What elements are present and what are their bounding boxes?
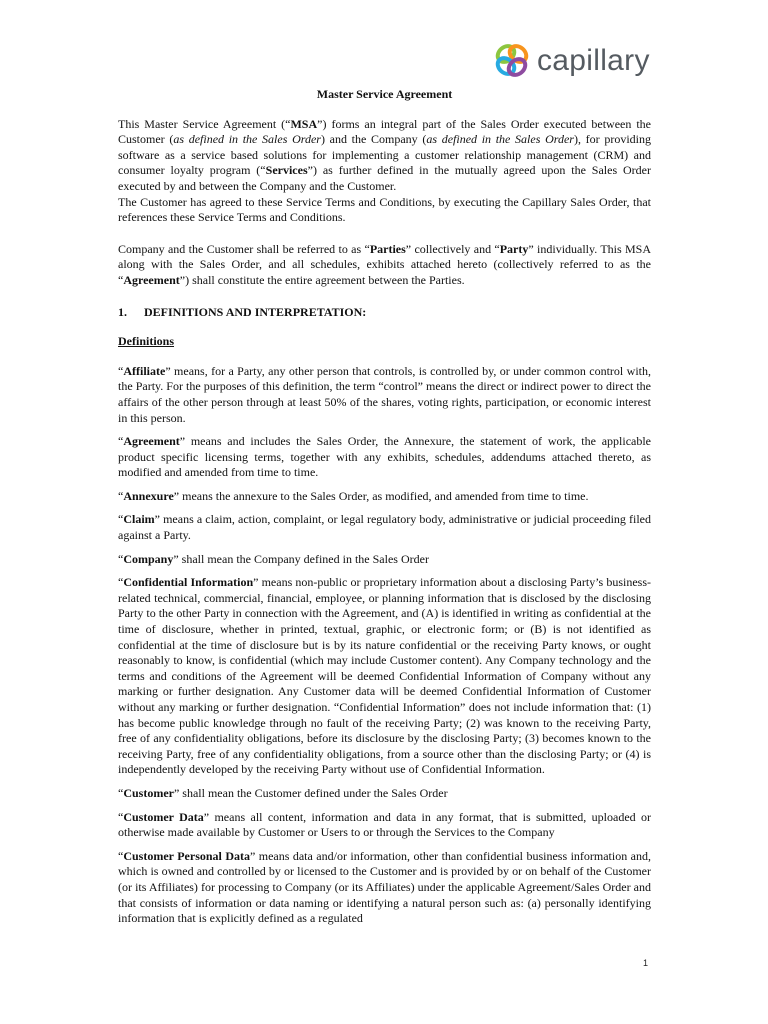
section-heading: 1. DEFINITIONS AND INTERPRETATION:	[118, 304, 367, 319]
definitions-heading: Definitions	[118, 334, 175, 349]
intro-paragraph-3: Company and the Customer shall be referred to as “Parties” collectively and “Party” individually. This MSA along with the Sales Order, and all schedules, exhibits attached hereto (collectively referred to as the “Agreement”) shall constitute the entire agreement between the Parties.	[118, 241, 652, 287]
definition-customer: “Customer” shall mean the Customer defined under the Sales Order	[118, 785, 448, 800]
definition-claim: “Claim” means a claim, action, complaint, or legal regulatory body, administrative or judicial proceeding filed against a Party.	[118, 512, 651, 543]
definition-customer-personal-data: “Customer Personal Data” means data and/or information, other than confidential business information and, which is owned and controlled by or licensed to the Customer and is provided by or on behalf of the Customer (or its Affiliates) for processing to Company (or its Affiliates) under the applicable Agreement/Sales Order and that consists of information or data naming or identifying a natural person such as: (a) personally identifying information that is explicitly defined as a regulated	[118, 848, 651, 926]
definition-customer-data: “Customer Data” means all content, information and data in any format, that is submitted, uploaded or otherwise made available by Customer or Users to or through the Services to the Company	[118, 809, 651, 840]
capillary-logo	[492, 41, 650, 81]
document-title: Master Service Agreement	[316, 87, 453, 101]
capillary-logo-text: capillary	[537, 44, 650, 77]
definition-confidential-information: “Confidential Information” means non-public or proprietary information about a disclosing Party’s business-related technical, commercial, financial, employee, or planning information that is disclosed by the disclosing Party to the other Party in connection with the Agreement, and (A) is identified in writing as confidential at the time of disclosure, whether in printed, textual, graphic, or electronic form; or (B) is not identified as confidential at the time of disclosure but is by its nature confidential or the receiving Party knows, or ought reasonably to know, is confidential (which may include Customer content). Any Company technology and the terms and conditions of the Agreement will be deemed Confidential Information of Company without any marking or further designation. Any Customer data will be deemed Confidential Information of Customer without any marking or further designation. “Confidential Information” does not include information that: (1) has become public knowledge through no fault of the receiving Party; (2) was known to the receiving Party, free of any confidentiality obligations, before its disclosure by the disclosing Party; (3) becomes known to the receiving Party, free of any confidentiality obligations, from a source other than the disclosing Party; or (4) is independently developed by the receiving Party without use of Confidential Information.	[118, 575, 651, 777]
page-number: 1	[643, 958, 649, 968]
definition-annexure: “Annexure” means the annexure to the Sales Order, as modified, and amended from time to time.	[118, 488, 589, 503]
definition-agreement: “Agreement” means and includes the Sales Order, the Annexure, the statement of work, the applicable product specific licensing terms, together with any exhibits, schedules, addendums attached thereto, as modified and amended from time to time.	[118, 434, 651, 480]
definition-affiliate: “Affiliate” means, for a Party, any other person that controls, is controlled by, or under common control with, the Party. For the purposes of this definition, the term “control” means the direct or indirect power to direct the affairs of the other person through at least 50% of the shares, voting rights, participation, or economic interest in this person.	[118, 363, 651, 425]
capillary-logo-icon	[492, 41, 532, 81]
document-body	[118, 87, 651, 935]
definition-company: “Company” shall mean the Company defined in the Sales Order	[118, 551, 429, 566]
intro-paragraph-2: The Customer has agreed to these Service Terms and Conditions, by executing the Capillary Sales Order, that references these Service Terms and Conditions.	[118, 194, 651, 225]
intro-paragraph-1: This Master Service Agreement (“MSA”) forms an integral part of the Sales Order executed between the Customer (as defined in the Sales Order) and the Company (as defined in the Sales Order), for providing software as a service based solutions for implementing a customer relationship management (CRM) and consumer loyalty program (“Services”) as further defined in the mutually agreed upon the Sales Order executed by and between the Company and the Customer.	[118, 116, 652, 193]
